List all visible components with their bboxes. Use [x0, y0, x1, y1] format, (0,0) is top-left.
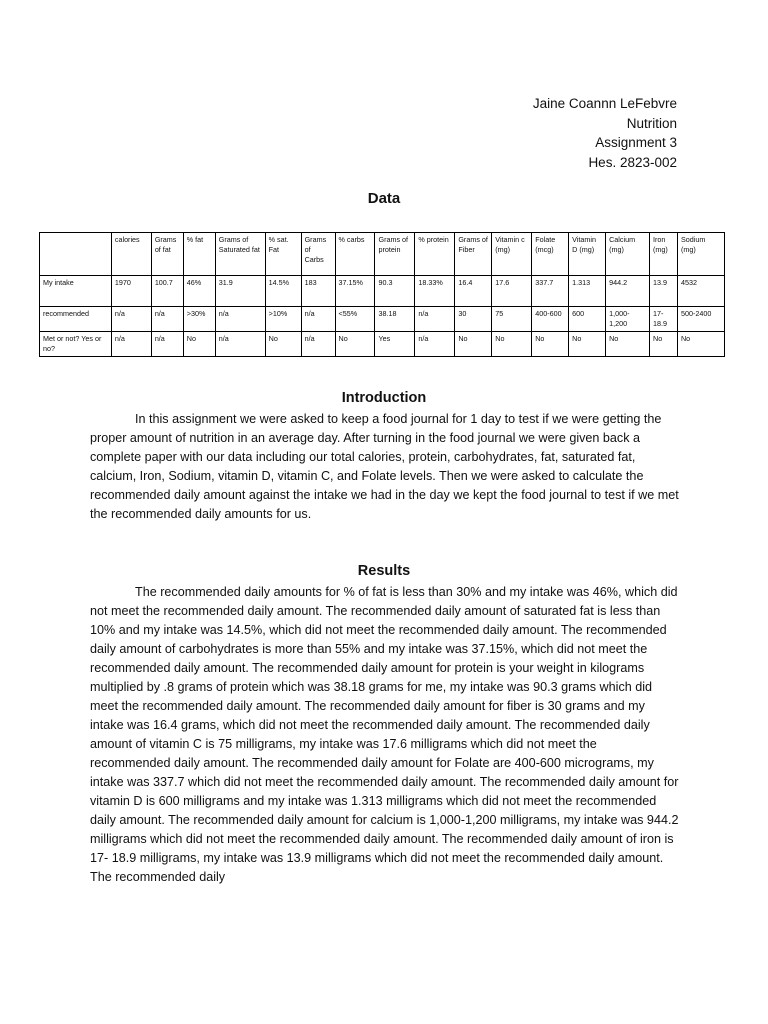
- table-cell: No: [265, 332, 301, 357]
- table-cell: n/a: [415, 307, 455, 332]
- table-cell: 100.7: [151, 276, 183, 307]
- table-cell: No: [492, 332, 532, 357]
- table-cell: recommended: [40, 307, 112, 332]
- table-cell: 14.5%: [265, 276, 301, 307]
- introduction-paragraph: [90, 410, 680, 524]
- table-header-cell: Folate (mcg): [532, 233, 569, 276]
- table-cell: n/a: [215, 332, 265, 357]
- table-cell: My intake: [40, 276, 112, 307]
- table-cell: 17-18.9: [650, 307, 678, 332]
- author-name: Jaine Coannn LeFebvre: [532, 96, 677, 111]
- table-header-cell: Grams of protein: [375, 233, 415, 276]
- table-cell: 1970: [111, 276, 151, 307]
- table-cell: n/a: [111, 332, 151, 357]
- table-cell: No: [650, 332, 678, 357]
- table-header-cell: Iron (mg): [650, 233, 678, 276]
- table-cell: 31.9: [215, 276, 265, 307]
- table-row: [40, 307, 725, 332]
- table-cell: 337.7: [532, 276, 569, 307]
- table-header-cell: % carbs: [335, 233, 375, 276]
- table-cell: No: [532, 332, 569, 357]
- table-cell: 13.9: [650, 276, 678, 307]
- table-cell: n/a: [111, 307, 151, 332]
- table-cell: Met or not? Yes or no?: [40, 332, 112, 357]
- table-cell: 90.3: [375, 276, 415, 307]
- table-header-cell: Grams of Carbs: [301, 233, 335, 276]
- table-header-cell: Sodium (mg): [677, 233, 724, 276]
- table-cell: 600: [569, 307, 606, 332]
- table-cell: 4532: [677, 276, 724, 307]
- table-header-cell: [40, 233, 112, 276]
- table-cell: No: [606, 332, 650, 357]
- nutrition-table: [39, 232, 725, 357]
- table-cell: >30%: [183, 307, 215, 332]
- table-cell: 944.2: [606, 276, 650, 307]
- section-label: Hes. 2823-002: [588, 154, 677, 170]
- table-cell: 183: [301, 276, 335, 307]
- table-cell: 18.33%: [415, 276, 455, 307]
- introduction-heading: Introduction: [341, 390, 427, 406]
- table-header-cell: Vitamin D (mg): [569, 233, 606, 276]
- table-cell: No: [455, 332, 492, 357]
- table-cell: 37.15%: [335, 276, 375, 307]
- table-row: [40, 276, 725, 307]
- table-cell: n/a: [215, 307, 265, 332]
- table-cell: 16.4: [455, 276, 492, 307]
- table-cell: 1.313: [569, 276, 606, 307]
- table-header-cell: Calcium (mg): [606, 233, 650, 276]
- table-cell: n/a: [301, 307, 335, 332]
- table-header-row: [40, 233, 725, 276]
- table-header-cell: Grams of Saturated fat: [215, 233, 265, 276]
- table-cell: 75: [492, 307, 532, 332]
- table-cell: n/a: [151, 307, 183, 332]
- results-text: The recommended daily amounts for % of fat is less than 30% and my intake was 46%, which did not meet the recommended daily amount. The recommended daily amount of saturated fat is less than 10% and my intake was 14.5%, which did not meet the recommended daily amount. The recommended daily amount of carbohydrates is more than 55% and my intake was 37.15%, which did not meet the recommended daily amount. The recommended daily amount for protein is your weight in kilograms multiplied by .8 grams of protein which was 38.18 grams for me, my intake was 90.3 grams which did meet the recommended daily amount. The recommended daily amount for fiber is 30 grams and my intake was 16.4 grams, which did not meet the recommended daily amount. The recommended daily amount of vitamin C is 75 milligrams, my intake was 17.6 milligrams which did not meet the recommended daily amount. The recommended daily amount for Folate are 400-600 micrograms, my intake was 337.7 which did not meet the recommended daily amount. The recommended daily amount for vitamin D is 600 milligrams and my intake was 1.313 milligrams which did not meet the recommended daily amount. The recommended daily amount for calcium is 1,000-1,200 milligrams, my intake was 944.2 milligrams which did not meet the recommended daily amount. The recommended daily amount of iron is 17- 18.9 milligrams, my intake was 13.9 milligrams which did not meet the recommended daily amount. The recommended daily: [90, 585, 679, 884]
- table-cell: 38.18: [375, 307, 415, 332]
- table-header-cell: % protein: [415, 233, 455, 276]
- table-header-cell: Grams of fat: [151, 233, 183, 276]
- results-heading: Results: [357, 563, 411, 579]
- table-cell: <55%: [335, 307, 375, 332]
- author-header: [533, 94, 677, 172]
- table-cell: No: [335, 332, 375, 357]
- table-header-cell: % fat: [183, 233, 215, 276]
- course-name: Nutrition: [626, 115, 677, 131]
- table-row: [40, 332, 725, 357]
- table-cell: Yes: [375, 332, 415, 357]
- introduction-text: In this assignment we were asked to keep a food journal for 1 day to test if we were getting the proper amount of nutrition in an average day. After turning in the food journal we were given back a complete paper with our data including our total calories, protein, carbohydrates, fat, saturated fat, calcium, Iron, Sodium, vitamin D, vitamin C, and Folate levels. Then we were asked to calculate the recommended daily amount against the intake we had in the day we kept the food journal to test if we met the recommended daily amounts for us.: [90, 412, 679, 521]
- table-cell: >10%: [265, 307, 301, 332]
- table-cell: 46%: [183, 276, 215, 307]
- table-cell: n/a: [151, 332, 183, 357]
- table-header-cell: Vitamin c (mg): [492, 233, 532, 276]
- table-cell: n/a: [301, 332, 335, 357]
- table-cell: 17.6: [492, 276, 532, 307]
- table-cell: n/a: [415, 332, 455, 357]
- table-cell: 30: [455, 307, 492, 332]
- results-paragraph: [90, 583, 680, 887]
- data-heading: Data: [367, 190, 401, 207]
- table-cell: No: [183, 332, 215, 357]
- table-header-cell: calories: [111, 233, 151, 276]
- table-header-cell: Grams of Fiber: [455, 233, 492, 276]
- table-cell: 1,000-1,200: [606, 307, 650, 332]
- table-header-cell: % sat. Fat: [265, 233, 301, 276]
- assignment-label: Assignment 3: [595, 135, 677, 150]
- table-cell: No: [677, 332, 724, 357]
- table-cell: 400-600: [532, 307, 569, 332]
- table-cell: 500-2400: [677, 307, 724, 332]
- table-cell: No: [569, 332, 606, 357]
